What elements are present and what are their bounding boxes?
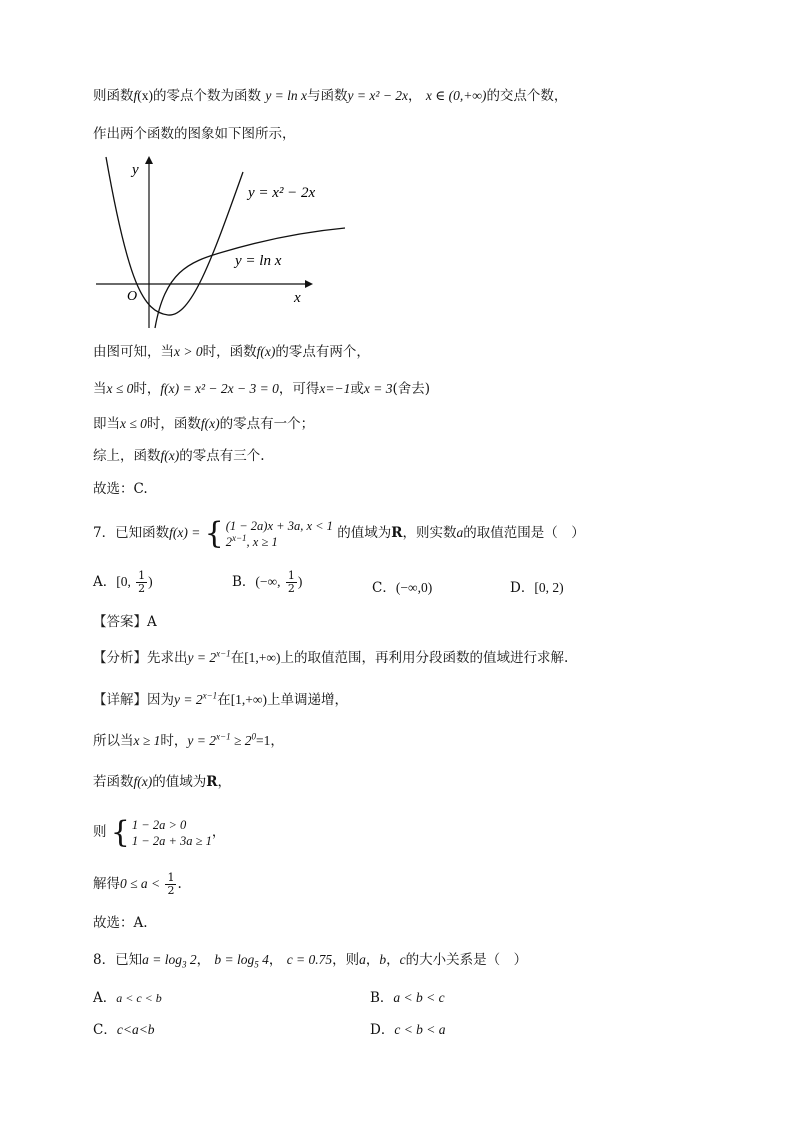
ln-curve: [155, 228, 345, 328]
q8-option-c: C．c<a<b: [93, 1022, 155, 1038]
detail-line-2: 所以当x ≥ 1时，$y = 2^{x-1} \ge 2^0=1$，: [93, 731, 284, 749]
parabola-label: y = x² − 2x: [248, 185, 316, 201]
question-7: 7．已知函数f(x) = { (1 − 2a)x + 3a, x < 1 $2^{x-1}$, x ≥ 1 的值域为R，则实数a的取值范围是（ ）: [93, 515, 585, 551]
ln-label: y = ln x: [235, 253, 282, 269]
x-axis-label: x: [294, 290, 301, 306]
system-brace: { 1 − 2a > 0 1 − 2a + 3a ≥ 1: [110, 814, 212, 850]
y-axis-label: y: [132, 162, 139, 178]
question-8: 8．已知$a = \log_3 2$， $b = \log_5 4$， c = 0.75，则a，b，c的大小关系是（ ）: [93, 952, 528, 970]
answer-line: 【答案】A: [93, 614, 157, 630]
x-axis-arrow: [305, 280, 313, 288]
detail-line-3: 若函数f(x)的值域为R，: [93, 774, 231, 790]
detail-line-5: 解得0 ≤ a < $\frac{1}{2}$ .: [93, 871, 182, 897]
q8-option-d: D．c < b < a: [370, 1022, 446, 1038]
origin-label: O: [127, 289, 138, 304]
q7-option-d: D．[0, 2): [510, 580, 564, 596]
y-axis-arrow: [145, 156, 153, 164]
text-line-4: 当x ≤ 0时，f(x) = x² − 2x − 3 = 0，可得x=−1或x = 3(舍去): [93, 381, 430, 397]
analysis-line: 【分析】先求出$y = 2^{x-1}$在[1,+∞)上的取值范围，再利用分段函数的值域进行求解.: [93, 648, 569, 666]
detail-line-6: 故选：A.: [93, 915, 148, 931]
q8-option-a: A．a < c < b: [93, 990, 162, 1006]
text-line-6: 综上，函数f(x)的零点有三个.: [93, 448, 265, 464]
q8-option-b: B．a < b < c: [370, 990, 445, 1006]
text-line-7: 故选：C.: [93, 481, 148, 497]
detail-line-1: 【详解】因为$y = 2^{x-1}$在[1,+∞)上单调递增，: [93, 690, 349, 708]
q7-option-b: B．(−∞, $\frac{1}{2}$ ): [232, 569, 303, 595]
q7-option-a: A．[0, $\frac{1}{2}$ ): [93, 569, 153, 595]
text-line-3: 由图可知，当x > 0时，函数f(x)的零点有两个，: [93, 344, 370, 360]
function-graph: [93, 152, 353, 332]
text-line-1: 则函数f(x)的零点个数为函数 y = ln x与函数y = x² − 2x， x ∈ (0,+∞)的交点个数，: [93, 88, 568, 104]
piecewise-brace: { (1 − 2a)x + 3a, x < 1 $2^{x-1}$, x ≥ 1: [204, 515, 333, 551]
detail-line-4: 则 { 1 − 2a > 0 1 − 2a + 3a ≥ 1 ，: [93, 814, 226, 850]
q7-option-c: C．(−∞,0): [372, 580, 433, 596]
text-line-2: 作出两个函数的图象如下图所示，: [93, 126, 296, 142]
text-line-5: 即当x ≤ 0时，函数f(x)的零点有一个；: [93, 416, 315, 432]
